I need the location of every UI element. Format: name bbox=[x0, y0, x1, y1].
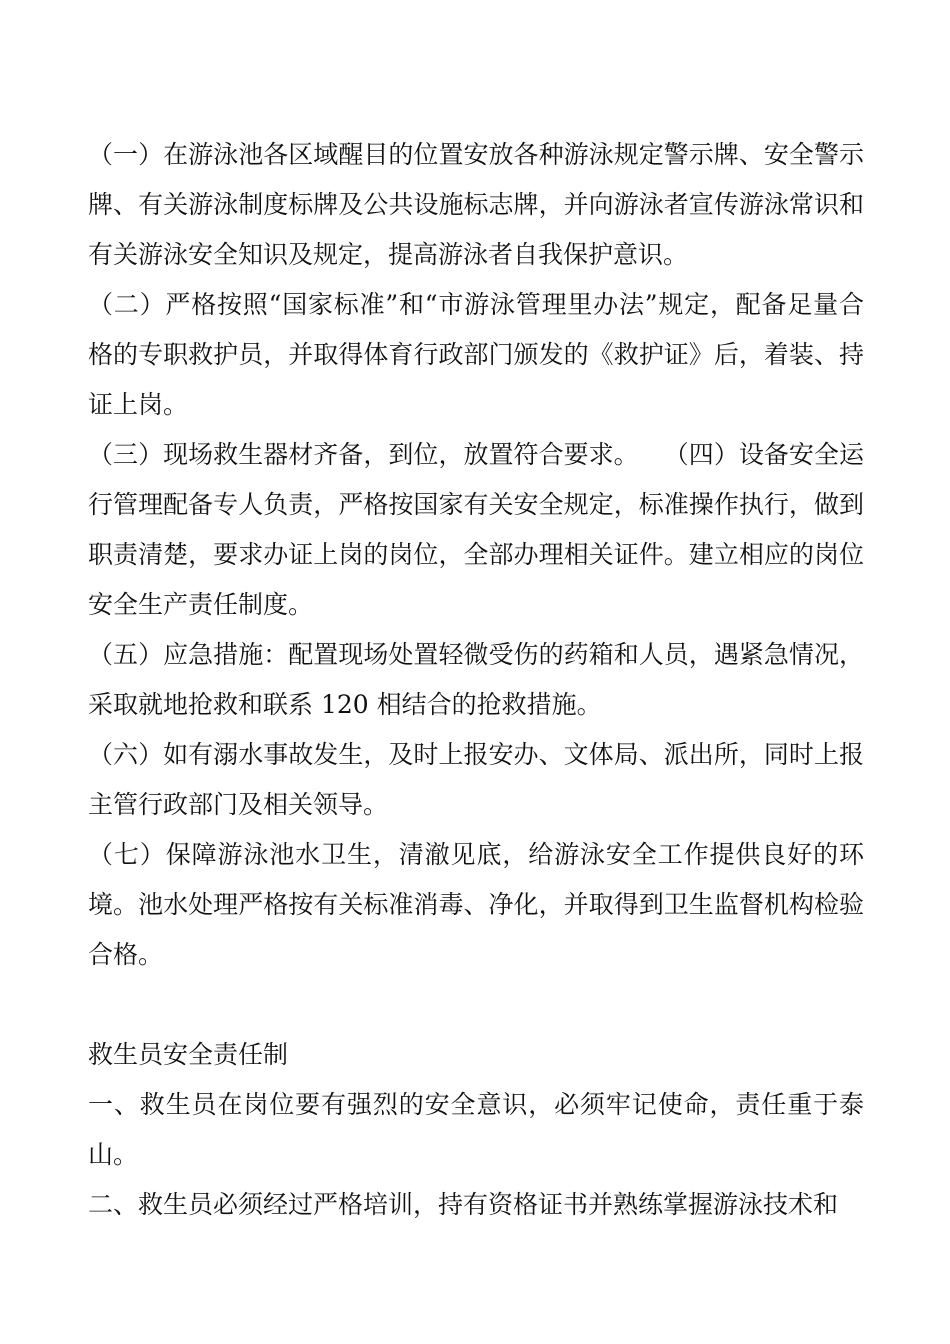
paragraph-6: （七）保障游泳池水卫生，清澈见底，给游泳安全工作提供良好的环境。池水处理严格按有关标准消毒、净化，并取得到卫生监督机构检验合格。 bbox=[88, 840, 864, 969]
duty-item-2: 二、救生员必须经过严格培训，持有资格证书并熟练掌握游泳技术和 bbox=[88, 1190, 839, 1219]
paragraph-2: （二）严格按照“国家标准”和“市游泳管理里办法”规定，配备足量合格的专职救护员，并取得体育行政部门颁发的《救护证》后，着装、持证上岗。 bbox=[88, 290, 864, 419]
document-body bbox=[88, 130, 864, 1230]
paragraph-4: （五）应急措施：配置现场处置轻微受伤的药箱和人员，遇紧急情况，采取就地抢救和联系 120 相结合的抢救措施。 bbox=[88, 640, 864, 719]
section-spacer bbox=[88, 980, 864, 1030]
paragraph-3: （三）现场救生器材齐备，到位，放置符合要求。 （四）设备安全运行管理配备专人负责，严格按国家有关安全规定，标准操作执行，做到职责清楚，要求办证上岗的岗位，全部办理相关证件。建立相应的岗位安全生产责任制度。 bbox=[88, 440, 864, 619]
paragraph-1: （一）在游泳池各区域醒目的位置安放各种游泳规定警示牌、安全警示牌、有关游泳制度标牌及公共设施标志牌，并向游泳者宣传游泳常识和有关游泳安全知识及规定，提高游泳者自我保护意识。 bbox=[88, 140, 864, 269]
paragraph-5: （六）如有溺水事故发生，及时上报安办、文体局、派出所，同时上报主管行政部门及相关领导。 bbox=[88, 740, 864, 819]
section-title: 救生员安全责任制 bbox=[88, 1040, 289, 1069]
duty-item-1: 一、救生员在岗位要有强烈的安全意识，必须牢记使命，责任重于泰山。 bbox=[88, 1090, 864, 1169]
